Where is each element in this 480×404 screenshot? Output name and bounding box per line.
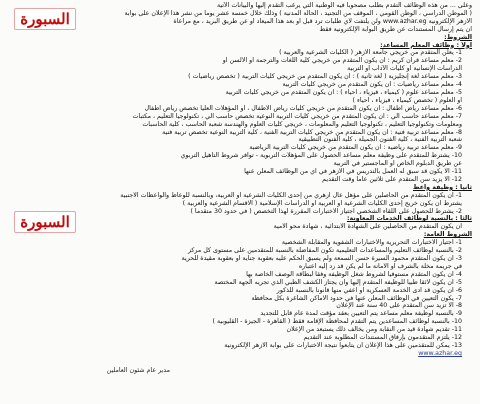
- document-line: 1- أن يكون المتقدم من الحاصلين على مؤهل عال أزهري من إحدى الكليات الشرعية أو العربية، وبالنسبة للوعاظ والواعظات الأجنبية: [120, 191, 462, 199]
- document-line: 11- ألا يكون قد سبق له العمل بالتدريس في الأزهر في أي من الوظائف المعلن عنها: [244, 168, 462, 176]
- section-heading: ثانياً : وظيفة واعظ: [412, 183, 472, 191]
- document-line: 7- معلم مساعد حاسب آلي : أن يكون المتقدم من خريجي كليات التربية النوعية تخصص حاسب آلي ، تكنولوجيا التعليم ، مكتبات: [132, 112, 462, 120]
- document-line: شعبة التربية الفنية ، كلية الفنون الجميلة ، كلية الفنون التطبيقية: [298, 136, 462, 144]
- document-line: 6- معلم مساعد رياض أطفال : أن يكون المتقدم من خريجي كليات رياض الأطفال ، أو المؤهلات العليا تخصص رياض أطفال: [144, 104, 462, 112]
- document-line: 8- معلم مساعد تربية فنية : أن يكون المتقدم من خريجي كليات التربية الفنية ، كلية التربية النوعية تخصص تربية فنية: [162, 128, 462, 136]
- document-line: 9- معلم مساعد تربية رياضية : أن يكون المتقدم من خريجي كليات التربية الرياضية: [249, 144, 462, 152]
- document-line: 8- ألا تزيد سن المتقدم على 40 سنة عند الإعلان: [336, 302, 462, 310]
- document-line: ( الموطن الدراسي ، الوطن القومي ، الموقف من التجنيد ، الحالة المدنية ) وذلك خلال خمسة عشر يوماً من نشر هذا الإعلان على بوابة: [124, 9, 472, 17]
- document-line: ومعلومات وتكنولوجيا التعليم ، تكنولوجيا التعليم والمعلومات ، خريجي كليات العلوم والهندسة شعبة الحاسب ، كلية الحاسبات: [142, 120, 462, 128]
- website-link[interactable]: www.azhar.eg: [418, 349, 462, 357]
- document-line: 12- يلتزم المتقدمون بإرفاق المستندات المطلوبة عند التقديم: [303, 334, 462, 342]
- document-line: يشترط أن يكون خريج إحدى الكليات الشرعية أو العربية أو الدراسات الإسلامية ( الأقسام الشرعية والعربية ): [182, 199, 462, 207]
- document-line: الأزهر الإلكترونية www.azhar.eg ولن يلتفت لأي طلبات ترد قبل أو بعد هذا الميعاد أو عن طريق البريد ، مع مراعاة: [173, 17, 472, 25]
- document-line: 2- معلم مساعد قرآن كريم : أن يكون المتقدم من خريجي كلية اللغات والترجمة أو الألسن أو: [222, 57, 462, 65]
- watermark-logo-middle: السبورة: [14, 211, 76, 233]
- document-line: 7- يكون التعيين في الوظائف المعلن عنها في حدود الأماكن الشاغرة بكل محافظة: [251, 294, 462, 302]
- document-line: وعلى ... من هذه الوظائف التقدم بطلب مصحوباً فيه الوطنية التي يرغب التقدم إليها والبيانات الآتية: [217, 2, 472, 9]
- document-line: أو العلوم ( تخصص كيمياء ، فيزياء ، أحياء ): [352, 96, 462, 104]
- document-line: 9- بالنسبة لوظيفة معلم مساعد يتم التعيين بعقد مؤقت لمدة عام قابل للتجديد: [260, 310, 462, 318]
- section-heading: أولاً : وظائف المعلم المساعد:: [380, 41, 472, 49]
- signature-line: مدير عام شئون العاملين: [106, 367, 170, 374]
- document-line: 2- بالنسبة لوظائف التعليم والمساعدات التعليمية تكون المفاضلة بالنسبة للمتقدمين على مستوى كل مركز: [187, 247, 462, 255]
- document-line: في جريمة مخلة بالشرف أو الأمانة ما لم يكن قد رد إليه اعتباره: [298, 262, 462, 270]
- document-line: 10- يشترط للمتقدم على وظيفة معلم مساعد الحصول على المؤهلات التربوية - توافر شروط التأهيل التربوي: [180, 152, 462, 160]
- document-line: 4- معلم مساعد رياضيات : أن يكون المتقدم من خريجي كليات التربية: [282, 81, 462, 89]
- section-heading: الشروط العامة:: [423, 231, 472, 239]
- document-line: 1- اجتياز الاختبارات التحريرية والاختبارات الشفوية والمقابلة الشخصية: [281, 239, 462, 247]
- document-line: 12- ألا يزيد سن المتقدم على ثلاثين عاماً وقت التقديم: [322, 175, 462, 183]
- document-line: 10- بالنسبة لوظائف المساعدين يتم التقدم لمحافظة الإقامة فقط ( القاهرة - الجيزة - القليوبية ): [212, 318, 462, 326]
- document-line: 6- أن يكون قد أدى الخدمة العسكرية أو أعفي منها قانوناً بالنسبة للذكور: [276, 286, 462, 294]
- document-line: 13- يمكن للمتقدمين على هذا الإعلان أن يتابعوا نتيجة الاختبارات على بوابة الأزهر الإلكترونية: [224, 341, 462, 349]
- section-heading: الشروط:: [444, 33, 472, 41]
- document-line: أن يكون المتقدم من الحاصلين على الشهادة الابتدائية ، شهادة محو الأمية: [273, 223, 462, 231]
- document-line: 4- أن يكون المتقدم مستوفياً لشروط شغل الوظيفة وفقاً لبطاقة الوصف الخاصة بها: [246, 270, 462, 278]
- document-line: الدراسات الإنسانية أو كليات الآداب أو التربية: [347, 65, 462, 73]
- document-line: 1- يعلن المتقدم من خريجي جامعة الأزهر ( الكليات الشرعية والعربية ): [279, 49, 462, 57]
- document-line: 5- معلم مساعد علوم ( كيمياء ، فيزياء ، أحياء ) : أن يكون المتقدم من خريجي كليات التربية: [225, 88, 462, 96]
- document-body: [12, 2, 472, 358]
- document-line: 5- أن يكون لائقاً طبياً للوظيفة المتقدم إليها وأن يجتاز الكشف الطبي الذي تجريه الجهة المختصة: [214, 278, 462, 286]
- document-line: أن يتم إرسال المستندات عن طريق البوابة الإلكترونية فقط: [319, 25, 472, 33]
- document-line: عن طريق الدبلوم الخاص أو الماجستير في التربية: [333, 160, 462, 168]
- document-line: 2- يشترط للحصول على اللقاء الشخصي اجتياز الاختبارات المقررة لهذا التخصص ( في حدود 30 متقدماً ): [190, 207, 462, 215]
- section-heading: ثالثاً : بالنسبة لوظائف الخدمات المعاونة:: [346, 215, 472, 223]
- document-line: 3- أن يكون المتقدم محمود السيرة حسن السمعة ولم يسبق الحكم عليه بعقوبة جناية أو بعقوبة مقيدة للحرية: [181, 255, 462, 262]
- watermark-logo-top: السبورة: [14, 8, 76, 30]
- document-line: 11- تقديم شهادة قيد من النقابة ومن يخالف ذلك يستبعد من الإعلان: [286, 326, 462, 334]
- document-line: 3- معلم مساعد لغة إنجليزية ( لغة ثانية ) : أن يكون المتقدم من خريجي كليات التربية ( تخصص رياضيات ): [188, 73, 462, 81]
